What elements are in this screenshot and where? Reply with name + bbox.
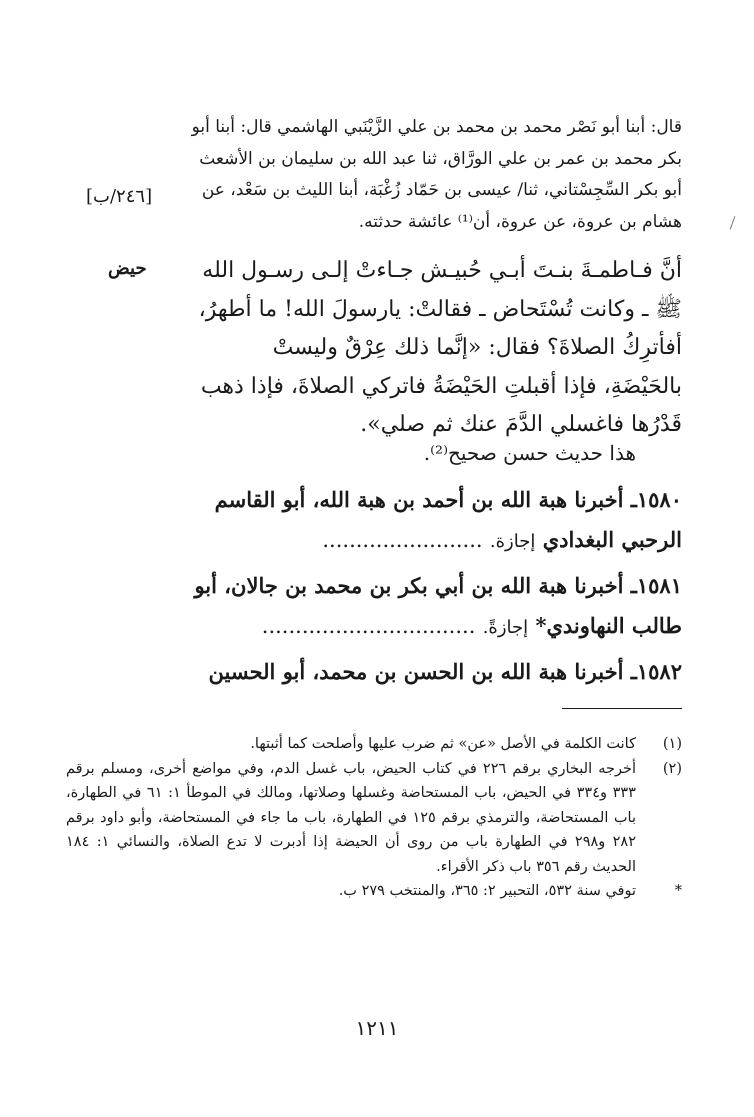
entry-1581 — [190, 566, 682, 648]
entry-1582 — [190, 652, 682, 692]
entry-ijaza: إجازةً. — [482, 617, 529, 638]
entry-ijaza: إجازة. — [489, 531, 536, 552]
footnote — [66, 879, 682, 904]
footnotes — [66, 732, 682, 904]
footnote-text: توفي سنة ٥٣٢، التحبير ٢: ٣٦٥، والمنتخب ٢٧٩ ب. — [338, 883, 636, 899]
margin-tick — [730, 216, 737, 230]
entry-text: ١٥٨٢ـ أخبرنا هبة الله بن الحسن بن محمد، أبو الحسين — [208, 659, 682, 684]
footnote-number: * — [674, 883, 682, 899]
entry-1580 — [190, 480, 682, 562]
footnote-text: كانت الكلمة في الأصل «عن» ثم ضرب عليها وأصلحت كما أثبتها. — [250, 736, 636, 752]
isnad-chain: قال: أبنا أبو نَصْر محمد بن محمد بن علي الزَّيْنَبي الهاشمي قال: أبنا أبو بكر محمد بن عمر بن علي الورَّاق، ثنا عبد الله بن سليمان بن الأشعث أبو بكر السِّجِسْتاني، ثنا/ عيسى بن حَمّاد زُغْبَة، أبنا الليث بن سَعْد، عن هشام بن عروة، عن عروة، أن⁽¹⁾ عائشة حدثته. — [191, 117, 682, 232]
entry-text: ١٥٨٠ـ أخبرنا هبة الله بن أحمد بن هبة الله، أبو القاسم الرحبي البغدادي — [214, 487, 682, 552]
footnote-text: أخرجه البخاري برقم ٢٢٦ في كتاب الحيض، باب غسل الدم، وفي مواضع أخرى، ومسلم برقم ٣٣٣ و٣٣٤ في الحيض، باب المستحاضة وغسلها وصلاتها، ومالك في الموطأ ١: ٦١ في الطهارة، باب المستحاضة، والترمذي برقم ١٢٥ في الطهارة، باب ما جاء في المستحاضة، وأبو داود برقم ٢٨٢ و٢٩٨ في الطهارة باب من روى أن الحيضة إذا أدبرت لا تدع الصلاة، والنسائي ١: ١٨٤ الحديث رقم ٣٥٦ باب ذكر الأقراء. — [66, 760, 636, 875]
footnote-divider — [562, 708, 682, 709]
hadith-grading: هذا حديث حسن صحيح⁽²⁾. — [423, 441, 636, 465]
footnote — [66, 732, 682, 757]
hadith-text: أنَّ فـاطمـةَ بنـتَ أبـي حُبيـش جـاءتْ إلـى رسـول الله ﷺ ـ وكانت تُسْتَحاض ـ فقالتْ: يارسولَ الله! ما أطهرُ، أفأترِكُ الصلاةَ؟ فقال: «إنَّما ذلك عِرْقٌ وليستْ بالحَيْضَةِ، فإذا أقبلتِ الحَيْضَةُ فاتركي الصلاةَ، فإذا ذهب قَدْرُها فاغسلي الدَّمَ عنك ثم صلي». — [198, 258, 682, 437]
topic-marker: حيض — [108, 258, 147, 279]
footnote-number: (١) — [662, 736, 682, 752]
folio-marker: [٢٤٦/ب] — [86, 186, 153, 207]
page-number: ١٢١١ — [355, 1016, 399, 1040]
footnote — [66, 757, 682, 880]
entry-dots: ................................ — [261, 614, 476, 638]
entry-text: ١٥٨١ـ أخبرنا هبة الله بن أبي بكر بن محمد بن جالان، أبو طالب النهاوندي* — [194, 573, 682, 638]
entry-dots: ........................ — [322, 528, 483, 552]
footnote-number: (٢) — [662, 760, 682, 777]
